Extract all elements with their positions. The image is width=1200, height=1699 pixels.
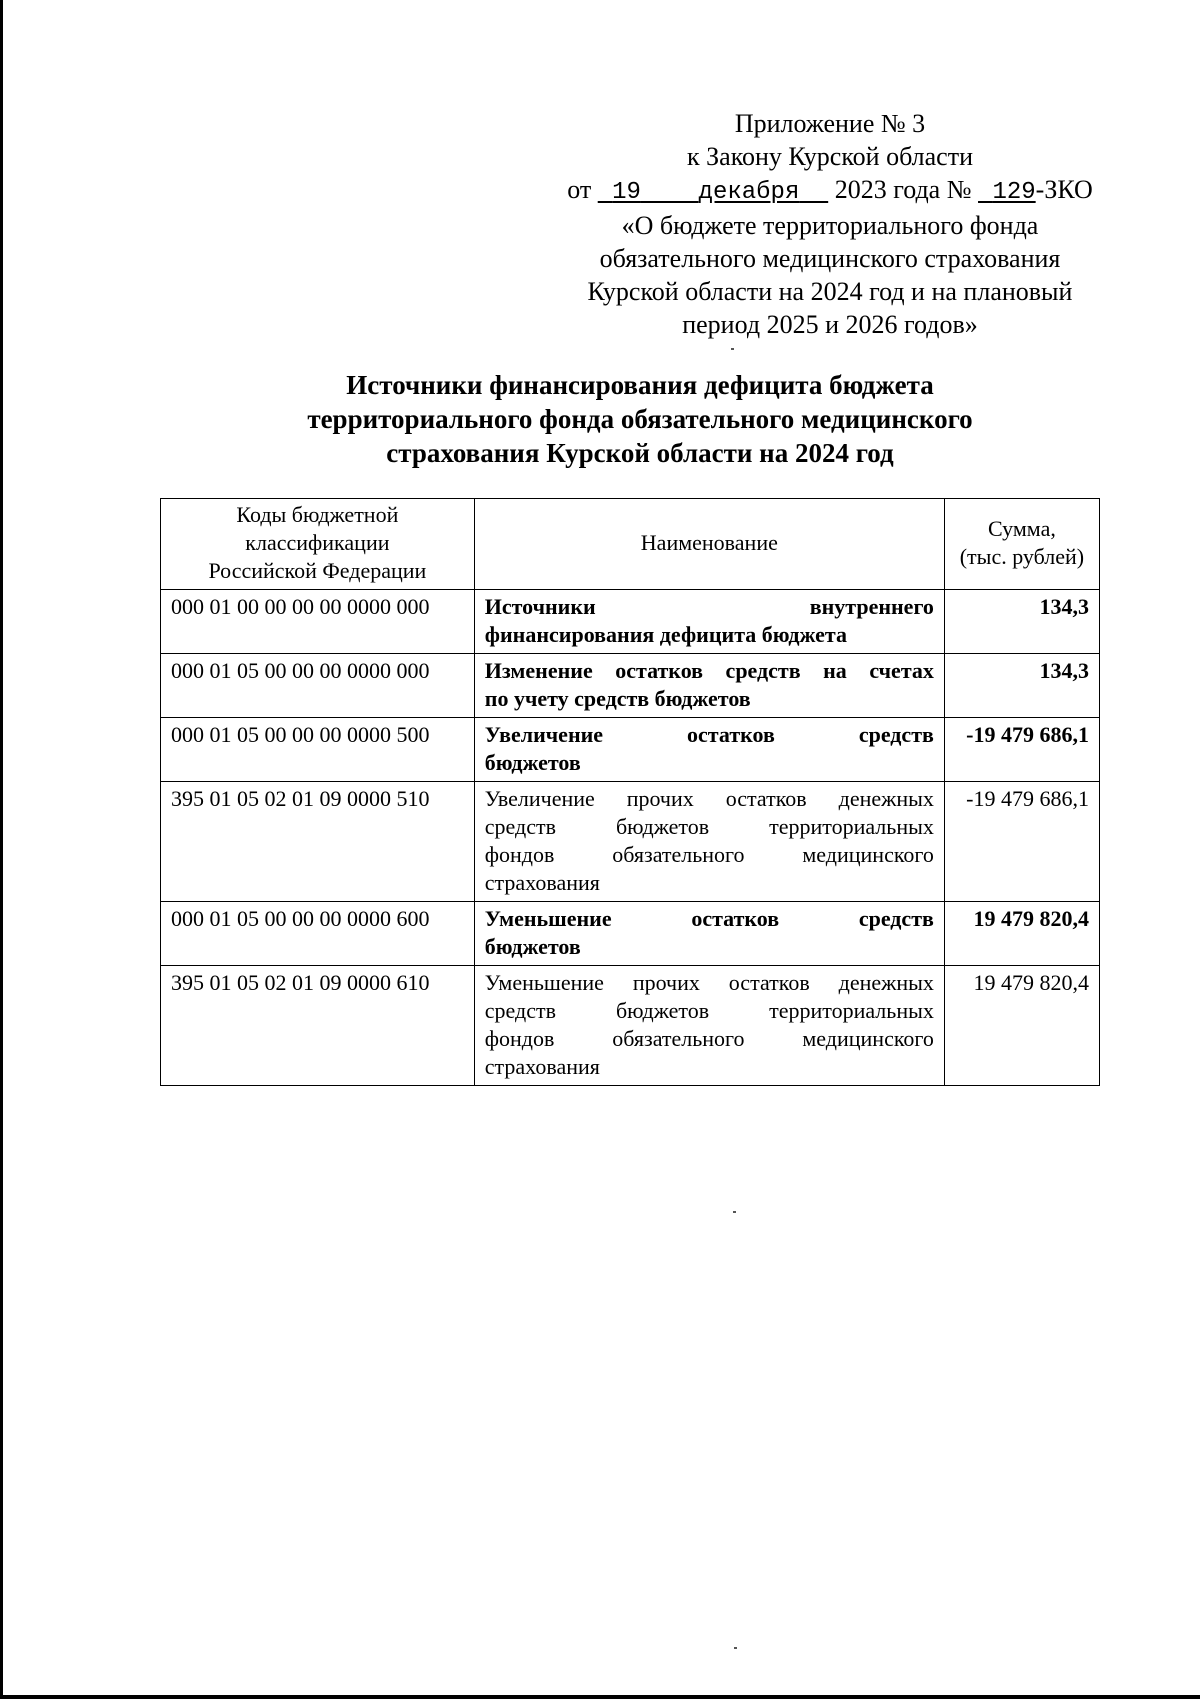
row-name-cell — [474, 966, 944, 1086]
annex-law-title-2: обязательного медицинского страхования — [599, 244, 1061, 273]
row-name-line: страхования — [484, 1054, 600, 1079]
table-header-row — [161, 499, 1100, 590]
row-name-cell — [474, 782, 944, 902]
row-code-cell: 395 01 05 02 01 09 0000 610 — [161, 966, 475, 1086]
table-row — [161, 966, 1100, 1086]
row-sum-cell: -19 479 686,1 — [944, 718, 1099, 782]
scan-speck — [731, 348, 734, 350]
table-row — [161, 718, 1100, 782]
row-code-cell: 000 01 05 00 00 00 0000 000 — [161, 654, 475, 718]
table-row — [161, 902, 1100, 966]
table-row — [161, 590, 1100, 654]
row-sum-cell: 19 479 820,4 — [944, 966, 1099, 1086]
annex-law-title-4: период 2025 и 2026 годов» — [682, 310, 978, 339]
law-suffix: -ЗКО — [1035, 175, 1093, 204]
scan-speck — [733, 1211, 736, 1213]
row-code-cell: 000 01 00 00 00 00 0000 000 — [161, 590, 475, 654]
column-header-name: Наименование — [474, 499, 944, 590]
law-number: 129 — [992, 179, 1036, 206]
annex-law-title-3: Курской области на 2024 год и на плановый — [587, 277, 1073, 306]
row-code-cell: 000 01 05 00 00 00 0000 500 — [161, 718, 475, 782]
row-code-cell: 000 01 05 00 00 00 0000 600 — [161, 902, 475, 966]
row-name-cell — [474, 718, 944, 782]
row-sum-cell: 134,3 — [944, 590, 1099, 654]
financing-sources-table — [160, 498, 1100, 1086]
row-name-line: Уменьшение остатков средств — [484, 906, 934, 931]
title-line-2: территориального фонда обязательного медицинского — [307, 404, 973, 434]
row-name-line: страхования — [484, 870, 600, 895]
date-day: 19 — [612, 179, 641, 206]
table-row — [161, 654, 1100, 718]
row-name-line: Уменьшение прочих остатков денежных — [484, 970, 934, 995]
annex-date-line — [560, 173, 1100, 209]
row-name-line: фондов обязательного медицинского — [484, 1026, 934, 1051]
document-title — [160, 368, 1120, 470]
row-name-line: фондов обязательного медицинского — [484, 842, 934, 867]
row-name-line: средств бюджетов территориальных — [484, 998, 934, 1023]
row-name-cell — [474, 654, 944, 718]
annex-law-title-1: «О бюджете территориального фонда — [621, 211, 1039, 240]
date-year: 2023 года № — [834, 175, 972, 204]
table-body — [161, 590, 1100, 1086]
page-left-border — [0, 0, 3, 1699]
page-bottom-border — [0, 1695, 1200, 1699]
row-code-cell: 395 01 05 02 01 09 0000 510 — [161, 782, 475, 902]
row-name-line: по учету средств бюджетов — [484, 686, 751, 711]
annex-law-ref: к Закону Курской области — [687, 142, 973, 171]
row-name-line: финансирования дефицита бюджета — [484, 622, 847, 647]
row-name-line: бюджетов — [484, 750, 581, 775]
title-line-1: Источники финансирования дефицита бюджета — [346, 370, 934, 400]
row-name-line: средств бюджетов территориальных — [484, 814, 934, 839]
date-month: декабря — [698, 179, 800, 206]
row-name-line: Изменение остатков средств на счетах — [484, 658, 934, 683]
row-name-line: Увеличение остатков средств — [484, 722, 934, 747]
date-prefix: от — [567, 175, 592, 204]
row-name-cell — [474, 902, 944, 966]
title-line-3: страхования Курской области на 2024 год — [386, 438, 894, 468]
row-name-line: Увеличение прочих остатков денежных — [484, 786, 934, 811]
row-sum-cell: 134,3 — [944, 654, 1099, 718]
annex-header — [560, 107, 1100, 341]
row-name-line: бюджетов — [484, 934, 581, 959]
table-row — [161, 782, 1100, 902]
row-name-cell — [474, 590, 944, 654]
column-header-sum: Сумма, (тыс. рублей) — [944, 499, 1099, 590]
row-sum-cell: -19 479 686,1 — [944, 782, 1099, 902]
scan-speck — [734, 1647, 737, 1649]
column-header-codes: Коды бюджетной классификации Российской Федерации — [161, 499, 475, 590]
row-name-line: Источники внутреннего — [484, 594, 934, 619]
annex-number: Приложение № 3 — [734, 109, 926, 138]
row-sum-cell: 19 479 820,4 — [944, 902, 1099, 966]
